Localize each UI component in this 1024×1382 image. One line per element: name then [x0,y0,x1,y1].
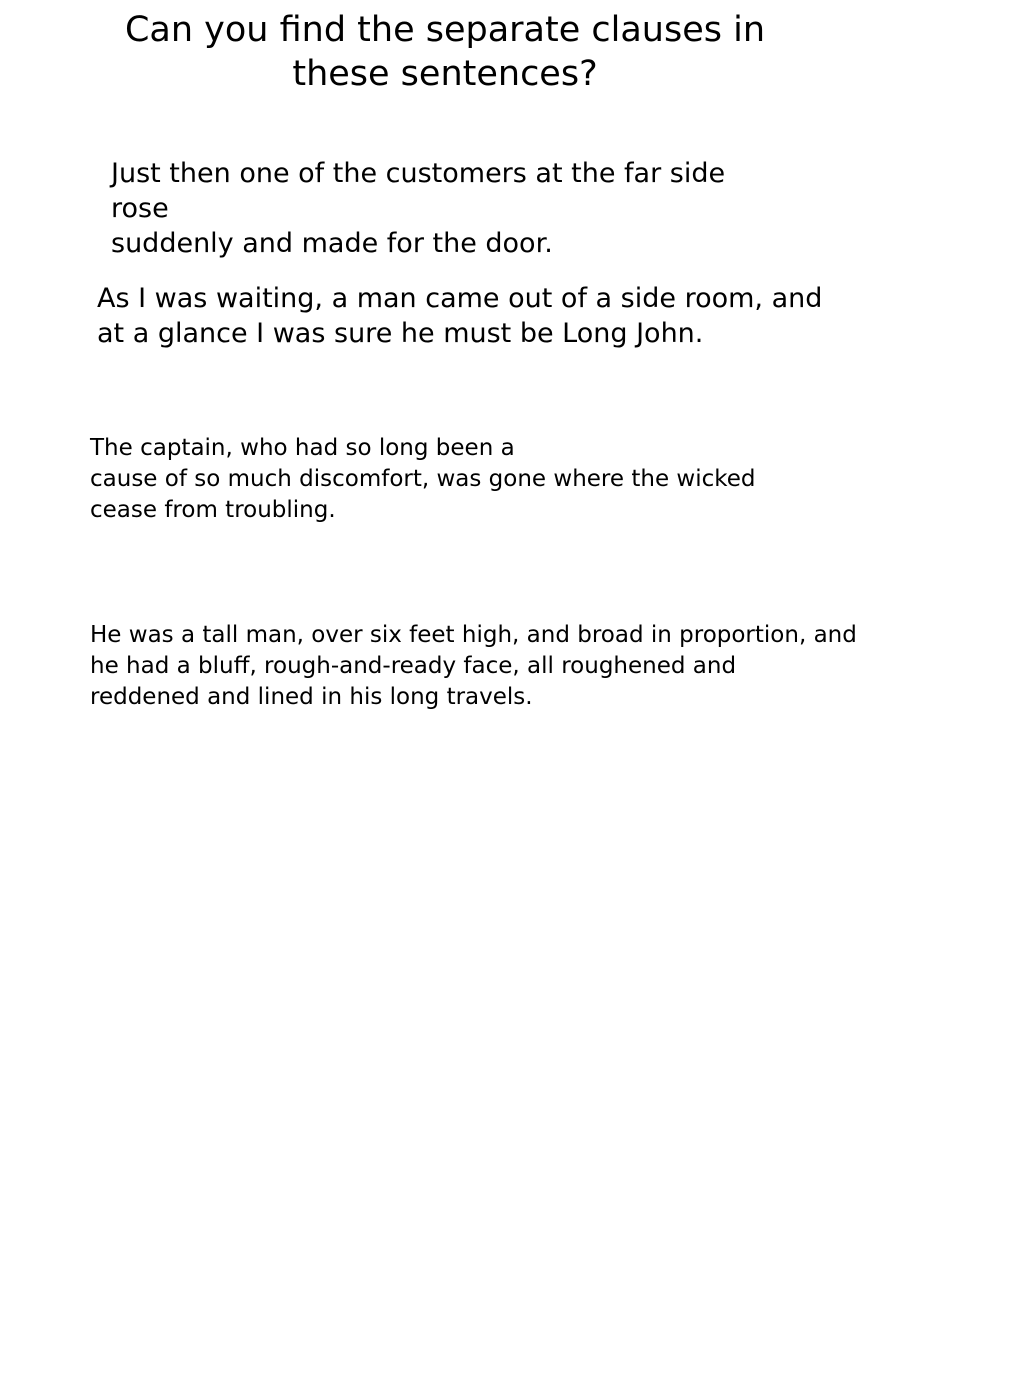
sentence-line: cease from troubling. [90,497,336,523]
sentence-4 [90,620,857,713]
sentence-line: suddenly and made for the door. [111,228,553,259]
sentence-2 [97,281,822,351]
sentence-line: cause of so much discomfort, was gone where the wicked [90,466,756,492]
sentence-3 [90,433,756,526]
title-line: these sentences? [292,54,598,94]
sentence-line: As I was waiting, a man came out of a side room, and [97,283,823,314]
sentence-line: rose [111,193,169,224]
sentence-line: he had a bluff, rough-and-ready face, all roughened and [90,653,737,679]
sentence-line: The captain, who had so long been a [90,435,515,461]
sentence-line: Just then one of the customers at the far side [111,158,726,189]
sentence-line: reddened and lined in his long travels. [90,684,533,710]
sentence-line: He was a tall man, over six feet high, and broad in proportion, and [90,622,857,648]
title-line: Can you find the separate clauses in [124,10,766,50]
sentence-1 [111,156,725,261]
sentence-line: at a glance I was sure he must be Long John. [97,318,704,349]
page-title [100,8,790,96]
